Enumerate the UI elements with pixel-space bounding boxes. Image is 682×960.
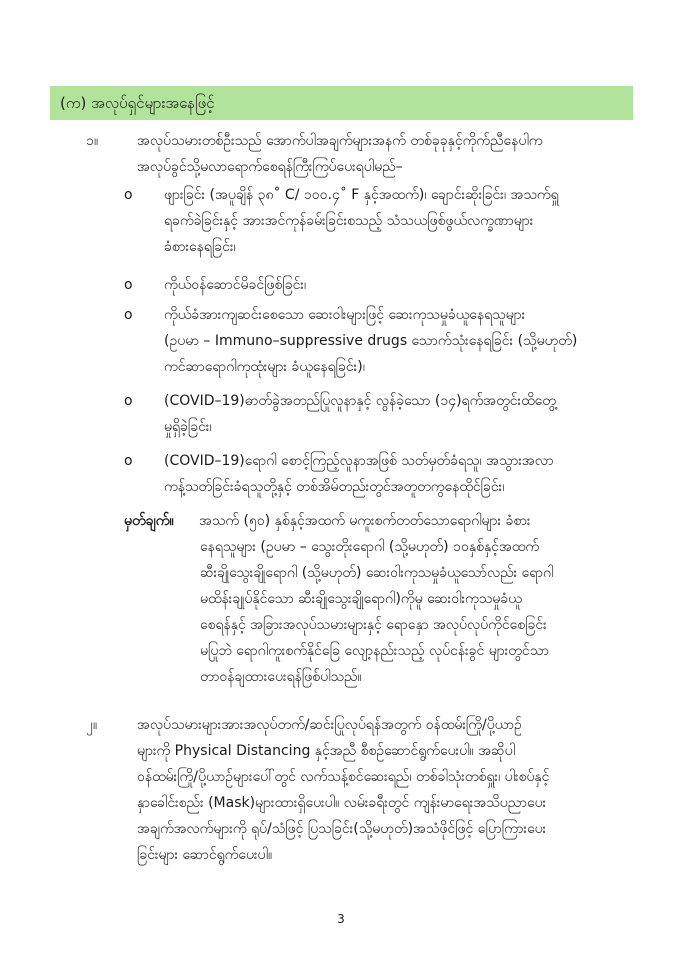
note-line: နေရသူများ (ဥပမာ – သွေးတိုးရောဂါ (သို့မဟုတ်) ၁၀နှစ်နှင့်အထက် [200,539,540,555]
item-1-line: အလုပ်သမားတစ်ဦးသည် အောက်ပါအချက်များအနက် တစ်ခုခုနှင့်ကိုက်ညီနေပါက [137,133,543,149]
bullet-line: ရခက်ခဲခြင်းနှင့် အားအင်ကုန်ခမ်းခြင်းစသည့် သံသယဖြစ်ဖွယ်လက္ခဏာများ [164,213,534,229]
item-2-number: ၂။ [86,717,98,733]
bullet-item [164,388,638,440]
note-label: မှတ်ချက်။ [124,513,174,529]
bullet-line: (COVID–19)ဓာတ်ခွဲအတည်ပြုလူနာနှင့် လွန်ခဲ့သော (၁၄)ရက်အတွင်းထိတွေ့ [164,393,556,409]
bullet-marker: o [124,453,133,469]
bullet-line: (COVID–19)ရောဂါ စောင့်ကြည့်လူနာအဖြစ် သတ်မှတ်ခံရသူ၊ အသွားအလာ [164,453,554,469]
bullet-line: ခံစားနေရခြင်း၊ [164,239,236,255]
item-2-line: ဝန်ထမ်းကြို/ပို့ယာဉ်များပေါ်တွင် လက်သန့်စင်ဆေးရည်၊ တစ်ခါသုံးတစ်ရှူး၊ ပါးစပ်နှင့် [137,769,550,785]
note-line: စေရန်နှင့် အခြားအလုပ်သမားများနှင့် ရောနှော အလုပ်လုပ်ကိုင်စေခြင်း [200,617,547,633]
bullet-line: (ဥပမာ – Immuno–suppressive drugs သောက်သုံးနေရခြင်း (သို့မဟုတ်) [164,333,578,349]
note-first-line: အသက် (၅၀) နှစ်နှင့်အထက် မကူးစက်တတ်သောရောဂါများ ခံစား [199,513,531,529]
note-line: မပြုဘဲ ရောဂါကူးစက်နိုင်ခြေ လျော့နည်းသည့် လုပ်ငန်းခွင် များတွင်သာ [200,643,549,659]
bullet-line: ကိုယ်ခံအားကျဆင်းစေသော ဆေးဝါးများဖြင့် ဆေးကုသမှုခံယူနေရသူများ [164,307,526,323]
note-line: တာဝန်ချထားပေးရန်ဖြစ်ပါသည်။ [200,669,362,685]
page-number: 3 [337,912,345,926]
note-body [200,534,640,690]
item-1-text [137,128,637,180]
bullet-line: ကင်ဆာရောဂါကုထုံးများ ခံယူနေရခြင်း)၊ [164,359,365,375]
item-2-text [137,712,637,868]
item-2-line: နှာခေါင်းစည်း (Mask)များထားရှိပေးပါ။ လမ်းခရီးတွင် ကျန်းမာရေးအသိပညာပေး [137,795,547,811]
bullet-line: ကန့်သတ်ခြင်းခံရသူတို့နှင့် တစ်အိမ်တည်းတွင်အတူတကွနေထိုင်ခြင်း၊ [164,479,505,495]
bullet-item [164,302,638,380]
bullet-item [164,182,638,260]
note-line: ဆီးချိုသွေးချိုရောဂါ (သို့မဟုတ်) ဆေးဝါးကုသမှုခံယူသော်လည်း ရောဂါ [200,565,554,581]
bullet-marker: o [124,187,133,203]
item-2-line: များကို Physical Distancing နှင့်အညီ စီစဉ်ဆောင်ရွက်ပေးပါ။ အဆိုပါ [137,743,515,759]
item-2-line: ခြင်းများ ဆောင်ရွက်ပေးပါ။ [137,847,273,863]
section-heading-box [50,86,633,120]
bullet-marker: o [124,307,133,323]
bullet-marker: o [124,393,133,409]
item-2-line: အလုပ်သမားများအားအလုပ်တက်/ဆင်းပြုလုပ်ရန်အတွက် ဝန်ထမ်းကြို/ပို့ယာဉ် [137,717,522,733]
bullet-item [164,448,638,500]
bullet-line: ကိုယ်ဝန်ဆောင်မိခင်ဖြစ်ခြင်း၊ [164,277,307,293]
bullet-line: ဖျားခြင်း (အပူချိန် ၃၈˚ C/ ၁၀၀.၄˚ F နှင့်အထက်)၊ ချောင်းဆိုးခြင်း၊ အသက်ရှူ [164,187,559,203]
item-1-number: ၁။ [86,133,99,149]
bullet-marker: o [124,277,133,293]
item-2-line: အချက်အလက်များကို ရုပ်/သံဖြင့် ပြသခြင်း(သို့မဟုတ်)အသံဖိုင်ဖြင့် ပြောကြားပေး [137,821,547,837]
bullet-item [164,272,638,298]
note-line: မထိန်းချုပ်နိုင်သော ဆီးချိုသွေးချိုရောဂါ)ကိုမူ ဆေးဝါးကုသမှုခံယူ [200,591,522,607]
section-heading: (က) အလုပ်ရှင်များအနေဖြင့် [60,94,215,112]
bullet-line: မှုရှိခဲ့ခြင်း၊ [164,419,212,435]
item-1-line: အလုပ်ခွင်သို့မလာရောက်စေရန်ကြီးကြပ်ပေးရပါမည်– [137,159,403,175]
